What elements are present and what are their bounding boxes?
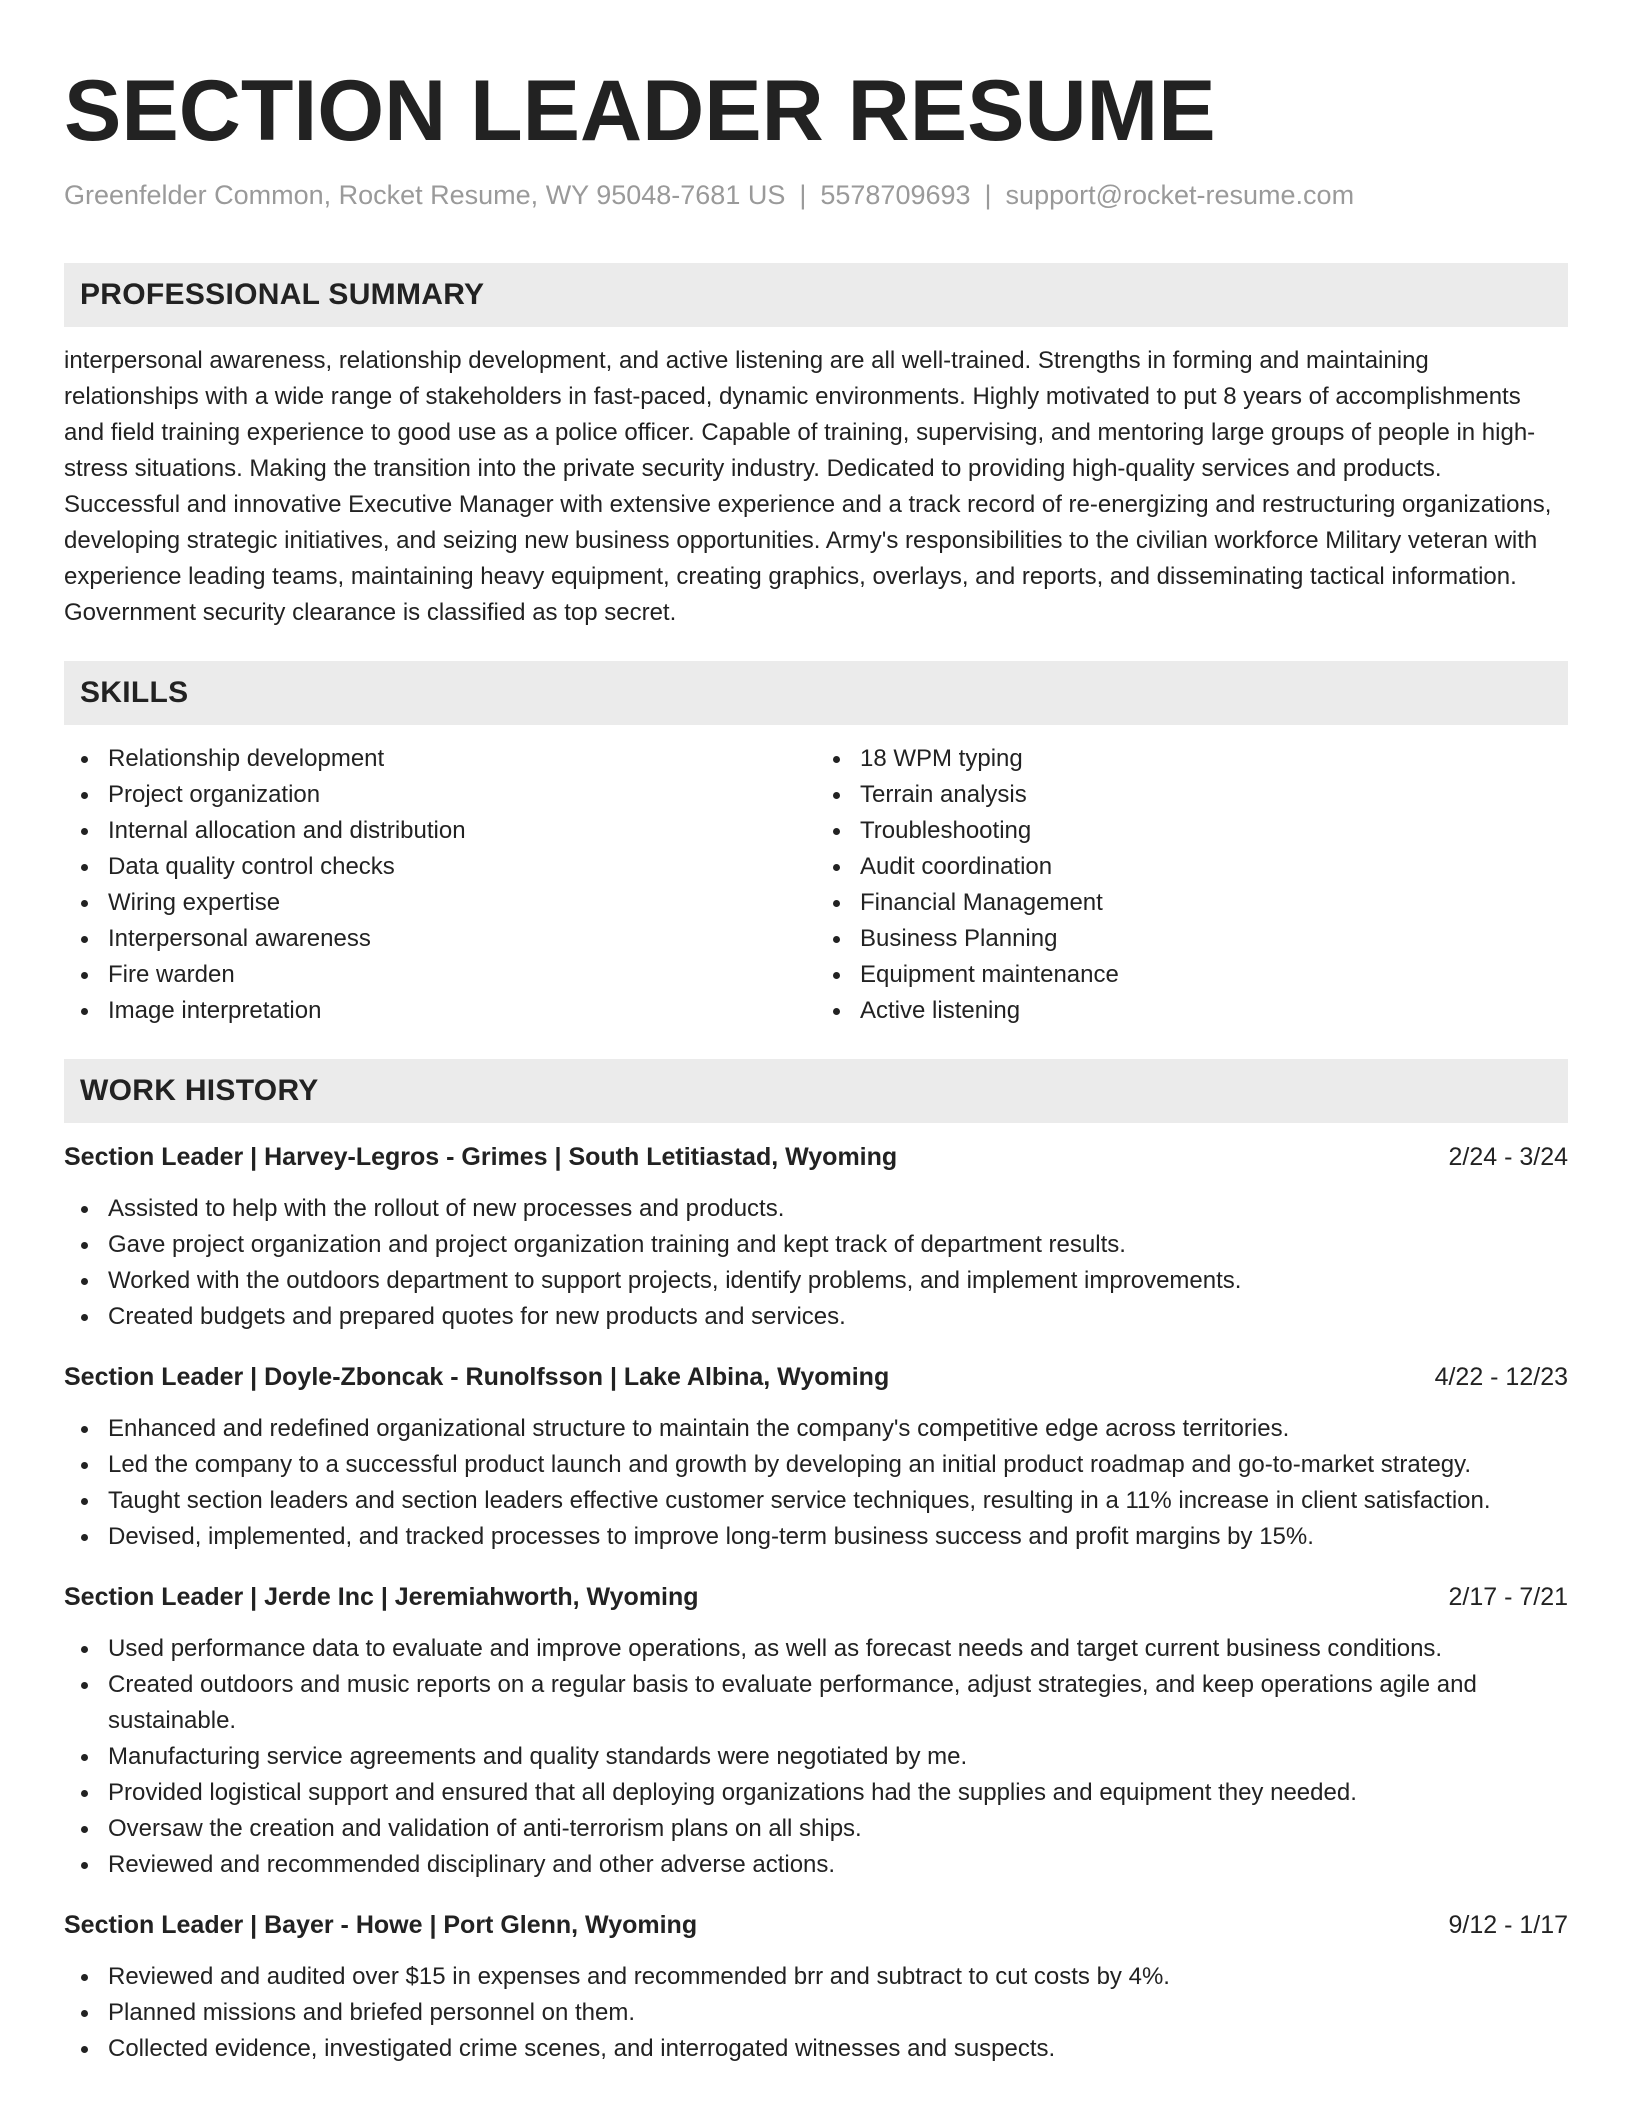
job-bullet-list [64, 1959, 1568, 2067]
job-bullet: Reviewed and audited over $15 in expenses and recommended brr and subtract to cut costs by 4%. [64, 1959, 1568, 1995]
contact-separator: | [984, 180, 992, 210]
job-bullet: Gave project organization and project organization training and kept track of department results. [64, 1227, 1568, 1263]
skill-item: Internal allocation and distribution [64, 813, 816, 849]
job-title: Section Leader | Jerde Inc | Jeremiahworth, Wyoming [64, 1583, 699, 1612]
job-bullet: Used performance data to evaluate and improve operations, as well as forecast needs and target current business conditions. [64, 1631, 1568, 1667]
job-title: Section Leader | Doyle-Zboncak - Runolfsson | Lake Albina, Wyoming [64, 1363, 890, 1392]
job-bullet: Oversaw the creation and validation of anti-terrorism plans on all ships. [64, 1811, 1568, 1847]
job-entry [64, 1579, 1568, 1883]
contact-email: support@rocket-resume.com [1005, 180, 1355, 210]
job-bullet: Reviewed and recommended disciplinary and other adverse actions. [64, 1847, 1568, 1883]
job-dates: 4/22 - 12/23 [1434, 1363, 1568, 1392]
job-title: Section Leader | Harvey-Legros - Grimes | South Letitiastad, Wyoming [64, 1143, 898, 1172]
job-entry [64, 1359, 1568, 1555]
contact-line [64, 178, 1568, 213]
skill-item: Data quality control checks [64, 849, 816, 885]
job-bullet: Assisted to help with the rollout of new processes and products. [64, 1191, 1568, 1227]
contact-separator: | [799, 180, 807, 210]
skill-item: 18 WPM typing [816, 741, 1568, 777]
job-bullet: Provided logistical support and ensured that all deploying organizations had the supplies and equipment they needed. [64, 1775, 1568, 1811]
page-title: SECTION LEADER RESUME [64, 63, 1216, 159]
skills-columns [64, 741, 1568, 1029]
job-heading-row [64, 1907, 1568, 1943]
work-history-list [64, 1139, 1568, 2067]
skill-item: Image interpretation [64, 993, 816, 1029]
contact-address: Greenfelder Common, Rocket Resume, WY 95048-7681 US [64, 180, 786, 210]
job-bullet: Led the company to a successful product launch and growth by developing an initial product roadmap and go-to-market strategy. [64, 1447, 1568, 1483]
skill-item: Business Planning [816, 921, 1568, 957]
job-bullet: Collected evidence, investigated crime scenes, and interrogated witnesses and suspects. [64, 2031, 1568, 2067]
summary-text: interpersonal awareness, relationship development, and active listening are all well-trained. Strengths in forming and maintaining relationships with a wide range of stakeholders in fast-paced, dynamic environments. Highly motivated to put 8 years of accomplishments and field training experience to good use as a police officer. Capable of training, supervising, and mentoring large groups of people in high-stress situations. Making the transition into the private security industry. Dedicated to providing high-quality services and products. Successful and innovative Executive Manager with extensive experience and a track record of re-energizing and restructuring organizations, developing strategic initiatives, and seizing new business opportunities. Army's responsibilities to the civilian workforce Military veteran with experience leading teams, maintaining heavy equipment, creating graphics, overlays, and reports, and disseminating tactical information. Government security clearance is classified as top secret. [64, 347, 1552, 627]
job-title: Section Leader | Bayer - Howe | Port Glenn, Wyoming [64, 1911, 698, 1940]
section-header-skills: SKILLS [64, 661, 1568, 725]
job-bullet-list [64, 1191, 1568, 1335]
skill-item: Troubleshooting [816, 813, 1568, 849]
skill-item: Wiring expertise [64, 885, 816, 921]
job-bullet: Worked with the outdoors department to support projects, identify problems, and implement improvements. [64, 1263, 1568, 1299]
skill-item: Project organization [64, 777, 816, 813]
job-dates: 9/12 - 1/17 [1448, 1911, 1568, 1940]
skill-item: Fire warden [64, 957, 816, 993]
job-bullet-list [64, 1631, 1568, 1883]
job-entry [64, 1139, 1568, 1335]
skill-item: Audit coordination [816, 849, 1568, 885]
job-bullet: Created outdoors and music reports on a regular basis to evaluate performance, adjust strategies, and keep operations agile and sustainable. [64, 1667, 1568, 1739]
job-bullet: Created budgets and prepared quotes for new products and services. [64, 1299, 1568, 1335]
job-entry [64, 1907, 1568, 2067]
skill-item: Equipment maintenance [816, 957, 1568, 993]
job-bullet-list [64, 1411, 1568, 1555]
skill-item: Terrain analysis [816, 777, 1568, 813]
job-bullet: Enhanced and redefined organizational structure to maintain the company's competitive edge across territories. [64, 1411, 1568, 1447]
section-header-work-history: WORK HISTORY [64, 1059, 1568, 1123]
job-dates: 2/24 - 3/24 [1448, 1143, 1568, 1172]
job-bullet: Manufacturing service agreements and quality standards were negotiated by me. [64, 1739, 1568, 1775]
skills-list-right [816, 741, 1568, 1029]
skill-item: Active listening [816, 993, 1568, 1029]
section-header-summary: PROFESSIONAL SUMMARY [64, 263, 1568, 327]
skill-item: Interpersonal awareness [64, 921, 816, 957]
job-dates: 2/17 - 7/21 [1448, 1583, 1568, 1612]
job-bullet: Taught section leaders and section leaders effective customer service techniques, resulting in a 11% increase in client satisfaction. [64, 1483, 1568, 1519]
skill-item: Relationship development [64, 741, 816, 777]
job-bullet: Planned missions and briefed personnel on them. [64, 1995, 1568, 2031]
skills-list-left [64, 741, 816, 1029]
job-heading-row [64, 1579, 1568, 1615]
contact-phone: 5578709693 [820, 180, 971, 210]
job-heading-row [64, 1139, 1568, 1175]
skill-item: Financial Management [816, 885, 1568, 921]
job-heading-row [64, 1359, 1568, 1395]
job-bullet: Devised, implemented, and tracked processes to improve long-term business success and profit margins by 15%. [64, 1519, 1568, 1555]
